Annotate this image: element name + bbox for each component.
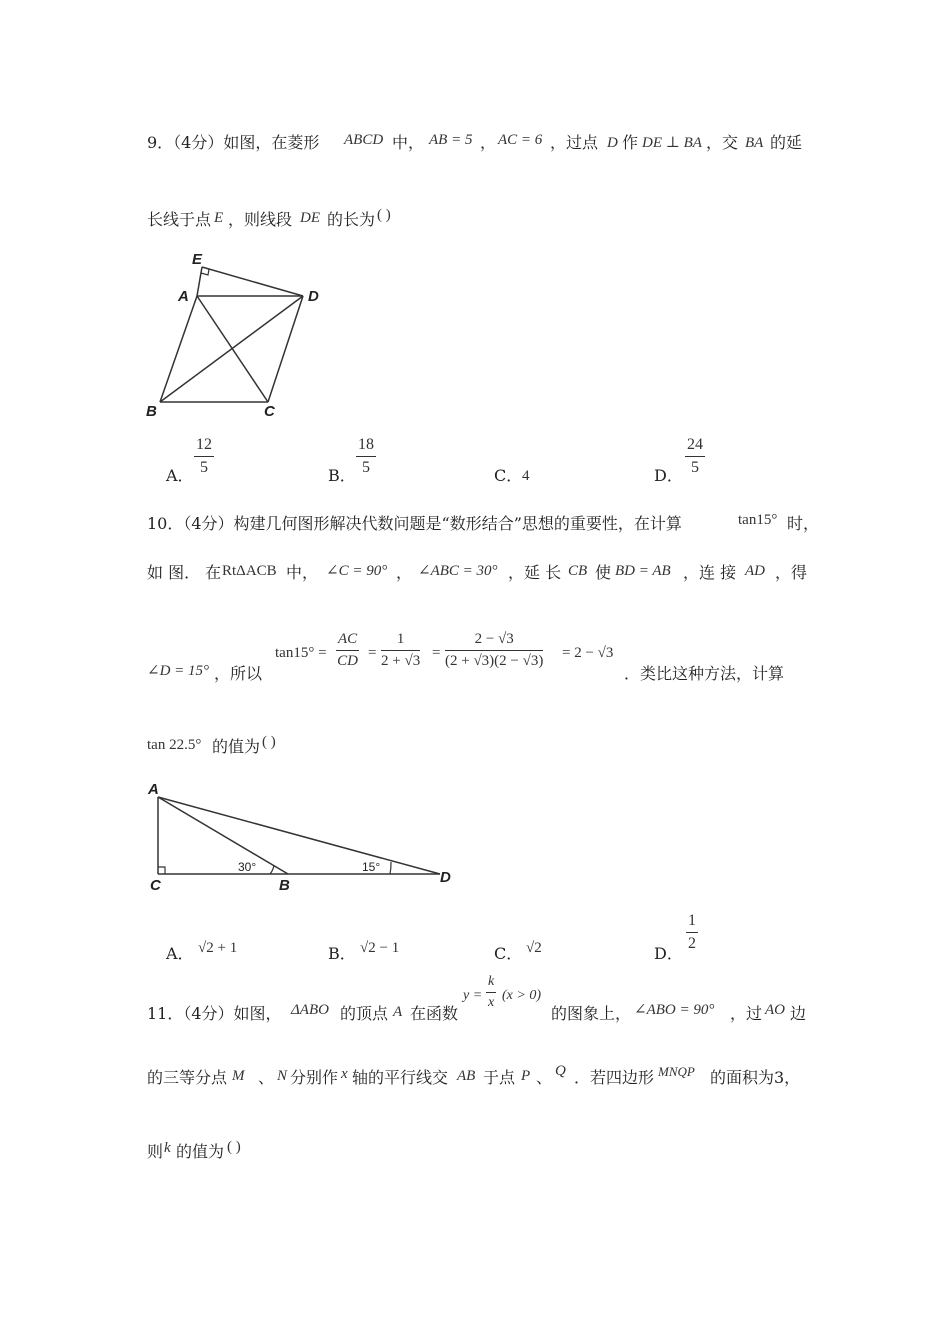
q10-math-angle-d: ∠D = 15° [147,663,210,679]
q9-fig-label-b: B [146,403,157,420]
q10-math-tan15: tan15° [738,512,778,528]
q11-math-ab: AB [457,1068,476,1084]
fraction-numerator: k [488,974,495,989]
q10-math-angle-abc: ∠ABC = 30° [418,563,498,579]
q10-text: ，连 接 [683,563,737,582]
fraction-numerator: 2 − √3 [474,631,514,647]
q11-text: 分别作 [290,1068,339,1087]
q11-text: 边 [790,1004,807,1023]
q10-option-b-value: √2 − 1 [360,940,400,956]
q10-text: 时， [787,514,820,533]
q10-text: ，所以 [214,664,263,683]
q10-text: 的值为 [212,737,261,756]
q10-fig-label-b: B [279,877,290,894]
q9-fig-label-e: E [192,251,203,268]
q11-text: 的图象上， [551,1004,632,1023]
q9-math-ac: AC = 6 [498,132,543,148]
q10-fig-label-d: D [440,869,451,886]
q11-math-q: Q [555,1063,566,1079]
equation-part: = 2 − √3 [562,645,614,661]
fraction-denominator: 5 [200,459,208,476]
q10-fig-angle-15: 15° [362,860,381,874]
q9-text: ， [480,133,497,152]
q10-text: 如 图． 在 [147,563,222,582]
q10-math-rt-triangle: RtΔACB [222,563,277,579]
q9-text: 作 [622,133,639,152]
q10-answer-paren: ( ) [262,734,276,750]
q11-text: 则 [147,1142,164,1161]
fraction-denominator: x [488,995,495,1010]
fraction-numerator: 18 [358,436,374,453]
equation-fraction-ac-cd [336,631,359,670]
q11-text: 的顶点 [340,1004,389,1023]
equation-part: = [432,645,441,661]
q9-option-c[interactable]: C． [494,466,523,485]
fraction-numerator: 1 [688,912,696,929]
q10-triangle-figure [140,778,470,898]
fraction-denominator: CD [337,653,358,669]
q9-answer-paren: ( ) [377,207,391,223]
q11-math-abo: ΔABO [291,1002,329,1018]
q9-fig-label-a: A [178,288,189,305]
q9-option-b[interactable]: B． [328,466,356,485]
fraction-denominator: 5 [691,459,699,476]
q9-math-ab: AB = 5 [429,132,473,148]
q11-text: 的值为 [176,1142,225,1161]
q11-text: 、 [258,1068,275,1087]
q10-number: 10．（4分）构建几何图形解决代数问题是“数形结合”思想的重要性，在计算 [147,514,682,533]
q11-text: 于点 [483,1068,516,1087]
function-part: (x > 0) [502,988,541,1003]
q11-math-ao: AO [765,1002,785,1018]
function-part: y = [463,988,483,1003]
q9-math-abcd: ABCD [344,132,384,148]
q9-math-de: DE [300,210,320,226]
q10-option-a-value: √2 + 1 [198,940,238,956]
q11-math-k: k [164,1140,171,1156]
q10-math-bd-ab: BD = AB [615,563,671,579]
q9-fig-label-c: C [264,403,275,420]
fraction-denominator: (2 + √3)(2 − √3) [445,653,544,669]
fraction-denominator: 5 [362,459,370,476]
q9-math-d: D [607,135,618,151]
q9-math-e: E [214,210,224,226]
q9-fig-label-d: D [308,288,319,305]
q9-text: ，则线段 [228,210,293,229]
q9-text: ，过点 [550,133,599,152]
q10-fig-label-a: A [148,781,159,798]
q11-math-mnqp: MNQP [658,1064,695,1079]
q10-math-tan225: tan 22.5° [147,737,202,753]
equation-fraction-2 [445,631,543,670]
q9-option-d[interactable]: D． [654,466,683,485]
q11-text: 在函数 [410,1004,459,1023]
fraction-numerator: 1 [396,631,405,647]
q11-math-x: x [341,1066,348,1082]
equation-fraction-1 [381,631,420,670]
q11-answer-paren: ( ) [227,1139,241,1155]
q11-text: 、 [536,1068,553,1087]
q10-option-c-value: √2 [526,940,542,956]
q11-math-angle-abo: ∠ABO = 90° [634,1002,715,1018]
q10-text: 使 [595,563,612,582]
q9-math-de-perp: DE ⊥ BA [642,135,702,151]
q11-math-m: M [232,1068,245,1084]
q10-text: ， [396,563,413,582]
q9-option-c-value: 4 [522,468,530,484]
q10-text: ，得 [775,563,808,582]
q9-option-a[interactable]: A． [166,466,194,485]
q9-number: 9．（4分）如图，在菱形 [147,133,320,152]
fraction-denominator: 2 [688,935,696,952]
equation-part: = [368,645,377,661]
q11-math-p: P [521,1068,531,1084]
q10-math-cb: CB [568,563,588,579]
q9-math-ba: BA [745,135,764,151]
q11-text: 的面积为3， [710,1068,801,1087]
q9-option-b-value [356,436,376,477]
q10-math-ad: AD [745,563,765,579]
q9-rhombus-figure [140,245,340,425]
fraction-numerator: 12 [196,436,212,453]
q9-text: 长线于点 [147,210,212,229]
q11-text: 轴的平行线交 [352,1068,449,1087]
q10-option-a[interactable]: A． [166,944,194,963]
q9-text: ，交 [706,133,739,152]
function-fraction-k-x [486,974,496,1011]
q10-math-angle-c: ∠C = 90° [326,563,388,579]
q10-option-c[interactable]: C． [494,944,523,963]
q10-option-b[interactable]: B． [328,944,356,963]
q9-option-a-value [194,436,214,477]
q11-math-a: A [393,1004,403,1020]
q10-fig-angle-30: 30° [238,860,257,874]
q11-text: 的三等分点 [147,1068,228,1087]
q9-text: 中， [392,133,425,152]
q10-text: ．类比这种方法，计算 [624,664,785,683]
q11-math-n: N [277,1068,288,1084]
q11-text: ，过 [730,1004,763,1023]
q10-fig-label-c: C [150,877,161,894]
q11-text: ．若四边形 [574,1068,655,1087]
q9-option-d-value [685,436,705,477]
equation-part: tan15° = [275,645,327,661]
fraction-denominator: 2 + √3 [381,653,421,669]
q9-text: 的长为 [327,210,376,229]
q10-option-d[interactable]: D． [654,944,683,963]
q9-text: 的延 [770,133,803,152]
q10-text: 中， [286,563,319,582]
fraction-numerator: AC [338,631,358,647]
fraction-numerator: 24 [687,436,703,453]
q11-number: 11．（4分）如图， [147,1004,282,1023]
q10-text: ，延 长 [508,563,562,582]
q10-option-d-value [686,912,698,953]
